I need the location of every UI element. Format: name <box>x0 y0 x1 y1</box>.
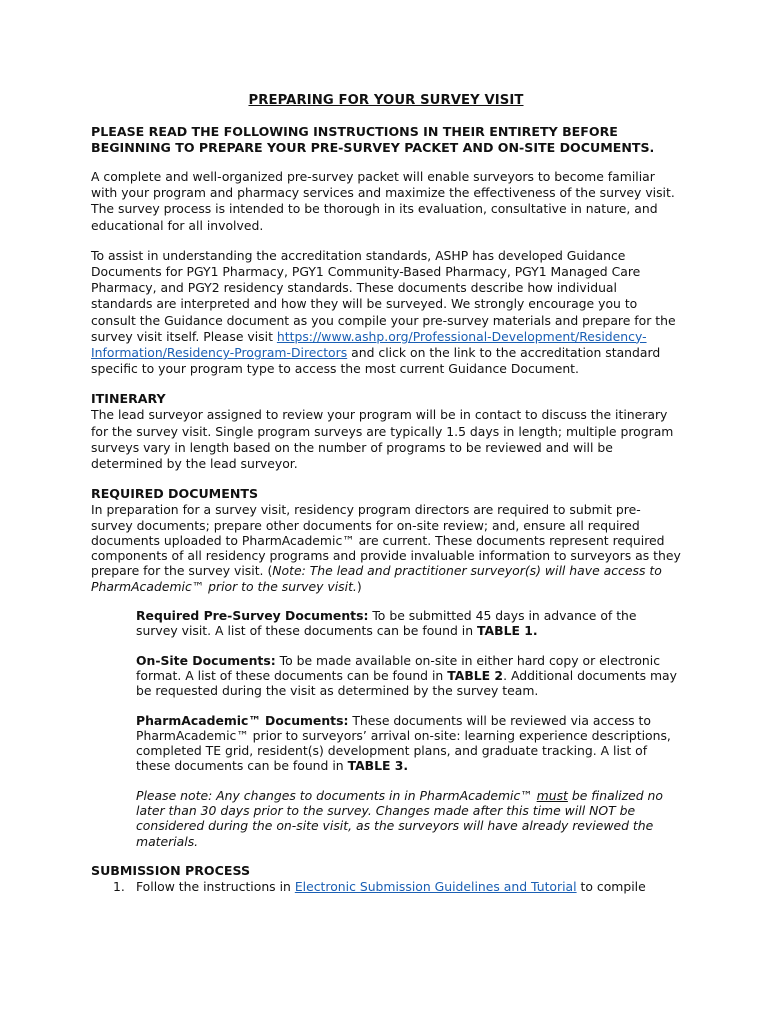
step-number: 1. <box>113 878 125 894</box>
please-note-text: Please note: Any changes to documents in in PharmAcademic™ <box>136 787 537 803</box>
guidance-text-end: and click on the link to the accreditation standard specific to your program type to access the most current Guidance Document. <box>91 345 661 377</box>
ashp-guidance-link[interactable]: https://www.ashp.org/Professional-Development/Residency-Information/Residency-Program-Directors <box>91 328 647 361</box>
please-note <box>136 788 679 849</box>
list-item <box>136 608 679 639</box>
required-documents-note-close: ) <box>356 578 362 594</box>
item-text: To be submitted 45 days in advance of the survey visit. A list of these documents can be found in <box>136 608 637 639</box>
required-documents-note: Note: The lead and practitioner surveyor(s) will have access to PharmAcademic™ prior to the survey visit. <box>91 563 662 594</box>
itinerary-section <box>91 391 681 472</box>
please-note-text-end: be finalized no later than 30 days prior to the survey. Changes made after this time will NOT be considered during the on-site visit, as the surveyors will have already reviewed the materials. <box>136 787 663 849</box>
table-reference: TABLE 3 <box>347 758 404 774</box>
step-text: Follow the instructions in <box>136 878 295 894</box>
item-label: PharmAcademic™ Documents: <box>136 712 349 728</box>
item-tail: . <box>403 758 409 774</box>
submission-steps <box>91 879 681 895</box>
intro-heading: PLEASE READ THE FOLLOWING INSTRUCTIONS IN THEIR ENTIRETY BEFORE BEGINNING TO PREPARE YOUR PRE-SURVEY PACKET AND ON-SITE DOCUMENTS. <box>91 124 655 155</box>
itinerary-heading: ITINERARY <box>91 391 166 407</box>
submission-heading: SUBMISSION PROCESS <box>91 862 251 878</box>
document-page <box>91 93 681 895</box>
list-item <box>91 879 681 895</box>
required-documents-body: In preparation for a survey visit, residency program directors are required to submit pre-survey documents; prepare other documents for on-site review; and, ensure all required documents uploaded to PharmAcademic™ are current. These documents represent required components of all residency programs and provide invaluable information to surveyors as they prepare for the survey visit. ( <box>91 502 681 579</box>
submission-section <box>91 863 681 895</box>
itinerary-text: The lead surveyor assigned to review your program will be in contact to discuss the itinerary for the survey visit. Single program surveys are typically 1.5 days in length; multiple program surveys vary in length based on the number of programs to be reviewed and will be determined by the lead surveyor. <box>91 407 674 472</box>
item-label: On-Site Documents: <box>136 652 276 668</box>
please-note-emphasis: must <box>536 787 568 803</box>
page-title: PREPARING FOR YOUR SURVEY VISIT <box>248 93 524 108</box>
item-label: Required Pre-Survey Documents: <box>136 608 369 624</box>
item-text: These documents will be reviewed via access to PharmAcademic™ prior to surveyors’ arrival on-site: learning experience descriptions, completed TE grid, resident(s) development plans, and graduate tracking. A list of these documents can be found in <box>136 712 671 774</box>
required-documents-text <box>91 502 681 594</box>
list-item <box>136 653 679 699</box>
guidance-text: To assist in understanding the accreditation standards, ASHP has developed Guidance Documents for PGY1 Pharmacy, PGY1 Community-Based Pharmacy, PGY1 Managed Care Pharmacy, and PGY2 residency standards. These documents describe how individual standards are interpreted and how they will be surveyed. We strongly encourage you to consult the Guidance document as you compile your pre-survey materials and prepare for the survey visit itself. Please visit <box>91 247 676 344</box>
submission-guidelines-link[interactable]: Electronic Submission Guidelines and Tutorial <box>294 878 577 894</box>
item-tail: . <box>532 623 538 639</box>
item-tail: . Additional documents may be requested during the visit as determined by the survey team. <box>136 667 677 699</box>
step-text-end: to compile <box>576 878 646 894</box>
table-reference: TABLE 2 <box>447 667 504 683</box>
guidance-paragraph <box>91 248 681 378</box>
required-documents-section <box>91 486 681 594</box>
required-documents-heading: REQUIRED DOCUMENTS <box>91 486 259 502</box>
intro-paragraph: A complete and well-organized pre-survey packet will enable surveyors to become familiar with your program and pharmacy services and maximize the effectiveness of the survey visit. The survey process is intended to be thorough in its evaluation, consultative in nature, and educational for all involved. <box>91 169 675 233</box>
document-types-list <box>136 608 679 849</box>
table-reference: TABLE 1 <box>477 623 533 639</box>
list-item <box>136 713 679 774</box>
item-text: To be made available on-site in either hard copy or electronic format. A list of these documents can be found in <box>136 652 661 683</box>
